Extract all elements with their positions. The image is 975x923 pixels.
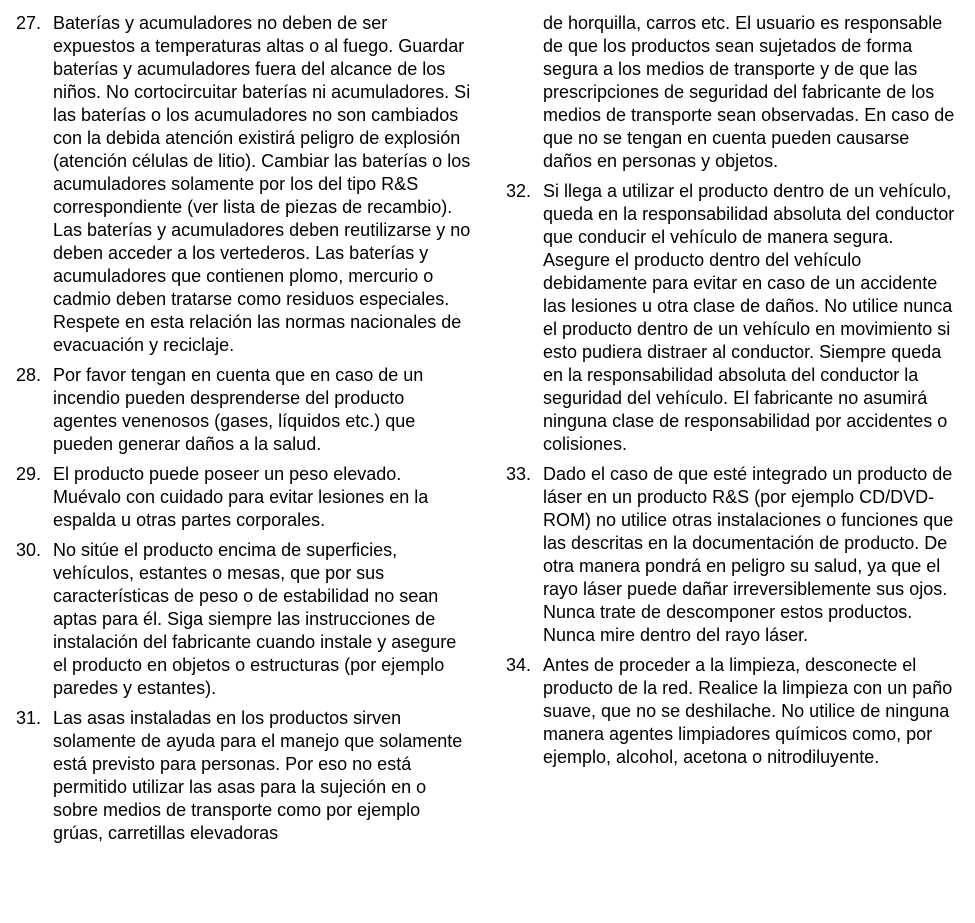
item-number: 32. (506, 181, 532, 201)
item-number: 33. (506, 464, 532, 484)
list-item-29 (16, 463, 472, 532)
list-item-30 (16, 539, 472, 700)
item-number: 29. (16, 464, 42, 484)
item-text: Baterías y acumuladores no deben de ser expuestos a temperaturas altas o al fuego. Guardar baterías y acumuladores fuera del alcance de los niños. No cortocircuitar baterías ni acumuladores. Si las baterías o los acumuladores no son cambiados con la debida atención existirá peligro de explosión (atención células de litio). Cambiar las baterías o los acumuladores solamente por los del tipo R&S correspondiente (ver lista de piezas de recambio). Las baterías y acumuladores deben reutilizarse y no deben acceder a los vertederos. Las baterías y acumuladores que contienen plomo, mercurio o cadmio deben tratarse como residuos especiales. Respete en esta relación las normas nacionales de evacuación y reciclaje. (53, 13, 471, 355)
item-text: Antes de proceder a la limpieza, desconecte el producto de la red. Realice la limpieza con un paño suave, que no se deshilache. No utilice de ninguna manera agentes limpiadores químicos como, por ejemplo, alcohol, acetona o nitrodiluyente. (543, 655, 953, 767)
list-item-28 (16, 364, 472, 456)
item-number: 27. (16, 13, 42, 33)
list-item-32 (506, 180, 962, 456)
list-item-33 (506, 463, 962, 647)
item-number: 31. (16, 708, 42, 728)
list-item-31 (16, 707, 472, 845)
item-number: 28. (16, 365, 42, 385)
list-item-27 (16, 12, 472, 357)
list-item-34 (506, 654, 962, 769)
item-text: Dado el caso de que esté integrado un producto de láser en un producto R&S (por ejemplo CD/DVD-ROM) no utilice otras instalaciones o funciones que las descritas en la documentación de producto. De otra manera pondrá en peligro su salud, ya que el rayo láser puede dañar irreversiblemente sus ojos. Nunca trate de descomponer estos productos. Nunca mire dentro del rayo láser. (543, 464, 954, 645)
right-column (506, 12, 962, 776)
item-text: Por favor tengan en cuenta que en caso de un incendio pueden desprenderse del producto agentes venenosos (gases, líquidos etc.) que pueden generar daños a la salud. (53, 365, 424, 454)
item-text: No sitúe el producto encima de superficies, vehículos, estantes o mesas, que por sus características de peso o de estabilidad no sean aptas para él. Siga siempre las instrucciones de instalación del fabricante cuando instale y asegure el producto en objetos o estructuras (por ejemplo paredes y estantes). (53, 540, 457, 698)
item-number: 30. (16, 540, 42, 560)
list-item-31-continuation: de horquilla, carros etc. El usuario es responsable de que los productos sean sujetados de forma segura a los medios de transporte y de que las prescripciones de seguridad del fabricante de los medios de transporte sean observadas. En caso de que no se tengan en cuenta pueden causarse daños en personas y objetos. (543, 13, 955, 171)
item-text: Si llega a utilizar el producto dentro de un vehículo, queda en la responsabilidad absoluta del conductor que conducir el vehículo de manera segura. Asegure el producto dentro del vehículo debidamente para evitar en caso de un accidente las lesiones u otra clase de daños. No utilice nunca el producto dentro de un vehículo en movimiento si esto pudiera distraer al conductor. Siempre queda en la responsabilidad absoluta del conductor la seguridad del vehículo. El fabricante no asumirá ninguna clase de responsabilidad por accidentes o colisiones. (543, 181, 955, 454)
item-number: 34. (506, 655, 532, 675)
item-text: Las asas instaladas en los productos sirven solamente de ayuda para el manejo que solamente está previsto para personas. Por eso no está permitido utilizar las asas para la sujeción en o sobre medios de transporte como por ejemplo grúas, carretillas elevadoras (53, 708, 463, 843)
item-text: El producto puede poseer un peso elevado. Muévalo con cuidado para evitar lesiones en la espalda u otras partes corporales. (53, 464, 429, 530)
left-column (16, 12, 472, 852)
